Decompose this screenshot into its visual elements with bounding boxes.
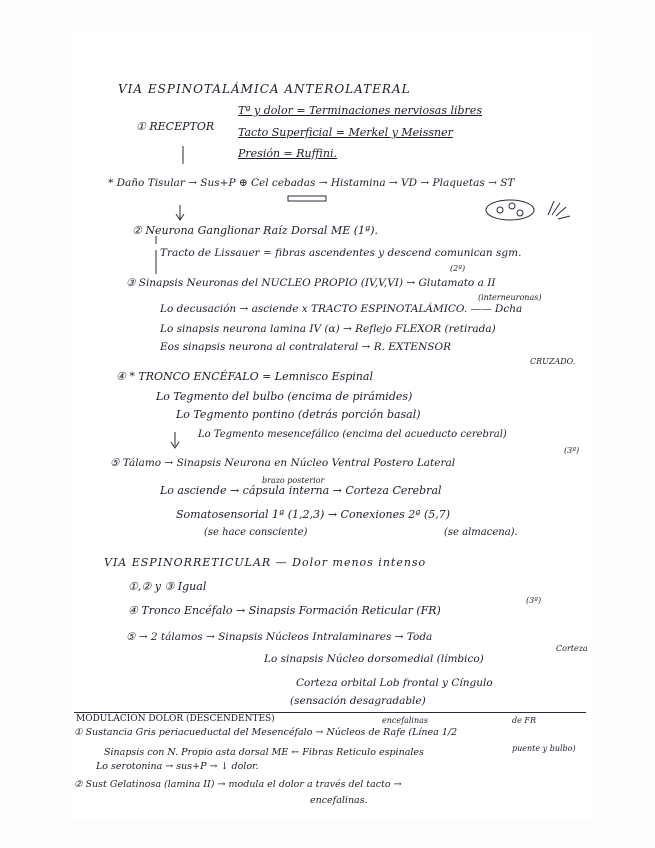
step-3-line: ③ Sinapsis Neuronas del NUCLEO PROPIO (IV,V,VI) → Glutamato a II: [126, 277, 496, 289]
tronco-2-note: (3ª): [526, 596, 542, 605]
dano-tisular-line: * Daño Tisular → Sus+P ⊕ Cel cebadas → Histamina → VD → Plaquetas → ST: [108, 177, 515, 189]
step-2-line: ② Neurona Ganglionar Raíz Dorsal ME (1ª).: [132, 224, 379, 237]
corteza-label: Corteza: [556, 644, 588, 653]
mod-serotonina-line: Lo serotonina → sus+P → ↓ dolor.: [96, 761, 259, 772]
modulacion-title: MODULACIÓN DOLOR (DESCENDENTES): [76, 714, 275, 724]
igual-line: ①,② y ③ Igual: [128, 580, 207, 593]
sinapsis-contralateral-line: Eos sinapsis neurona al contralateral → R. EXTENSOR: [160, 341, 451, 353]
receptor-label: ① RECEPTOR: [136, 120, 215, 133]
mod-sinapsis-line: Sinapsis con N. Propio asta dorsal ME ← Fibras Reticulo espinales: [104, 747, 424, 758]
desagradable-line: (sensación desagradable): [290, 695, 426, 707]
tegmento-pontino: Lo Tegmento pontino (detrás porción basal): [176, 408, 421, 421]
step-3-note: (2ª): [450, 264, 466, 273]
mod-2-sub: encefalinas.: [310, 795, 368, 806]
lissauer-line: Tracto de Lissauer = fibras ascendentes y descend comunican sgm.: [160, 247, 522, 259]
step-5-note: (3ª): [564, 446, 580, 455]
sinapsis-lamina-line: Lo sinapsis neurona lamina IV (α) → Reflejo FLEXOR (retirada): [160, 323, 496, 335]
title-espinotalamica: VIA ESPINOTALÁMICA ANTEROLATERAL: [118, 82, 411, 96]
receptor-item: Tacto Superficial = Merkel y Meissner: [238, 126, 453, 139]
mod-2-line: ② Sust Gelatinosa (lamina II) → modula el dolor a través del tacto →: [74, 779, 402, 790]
title-espinorreticular: VIA ESPINORRETICULAR — Dolor menos intenso: [104, 556, 427, 569]
mod-1-sub: puente y bulbo): [512, 744, 576, 753]
talamos-line: ⑤ → 2 tálamos → Sinapsis Núcleos Intralaminares → Toda: [126, 631, 433, 643]
receptor-item: Tª y dolor = Terminaciones nerviosas libres: [238, 104, 482, 117]
step-5-line: ⑤ Tálamo → Sinapsis Neurona en Núcleo Ventral Postero Lateral: [110, 457, 456, 469]
decusacion-line: Lo decusación → asciende x TRACTO ESPINOTALÁMICO. —— Dcha: [160, 303, 523, 315]
almacena-note: (se almacena).: [444, 527, 518, 538]
de-fr-label: de FR: [512, 716, 536, 725]
mod-1-line: ① Sustancia Gris periacueductal del Mesencéfalo → Núcleos de Rafe (Línea 1/2: [74, 727, 458, 738]
asciende-line: Lo asciende → cápsula interna → Corteza Cerebral: [160, 484, 442, 497]
encefalinas-label: encefalinas: [382, 716, 428, 725]
tegmento-mesencefalico: Lo Tegmento mesencefálico (encima del acueducto cerebral): [198, 429, 507, 440]
consciente-note: (se hace consciente): [204, 527, 308, 538]
tronco-2-line: ④ Tronco Encéfalo → Sinapsis Formación Reticular (FR): [128, 604, 441, 617]
somatosensorial-line: Somatosensorial 1ª (1,2,3) → Conexiones 2ª (5,7): [176, 508, 451, 521]
step-4-line: ④ * TRONCO ENCÉFALO = Lemnisco Espinal: [116, 370, 373, 383]
orbital-line: Corteza orbital Lob frontal y Cíngulo: [296, 677, 493, 689]
dorsomedial-line: Lo sinapsis Núcleo dorsomedial (límbico): [264, 653, 484, 665]
cruzado-label: CRUZADO.: [530, 357, 576, 366]
brazo-posterior-label: brazo posterior: [262, 476, 325, 485]
receptor-item: Presión = Ruffini.: [238, 147, 338, 160]
step-3-sub: (interneuronas): [478, 293, 542, 302]
tegmento-bulbo: Lo Tegmento del bulbo (encima de pirámides): [156, 390, 413, 403]
